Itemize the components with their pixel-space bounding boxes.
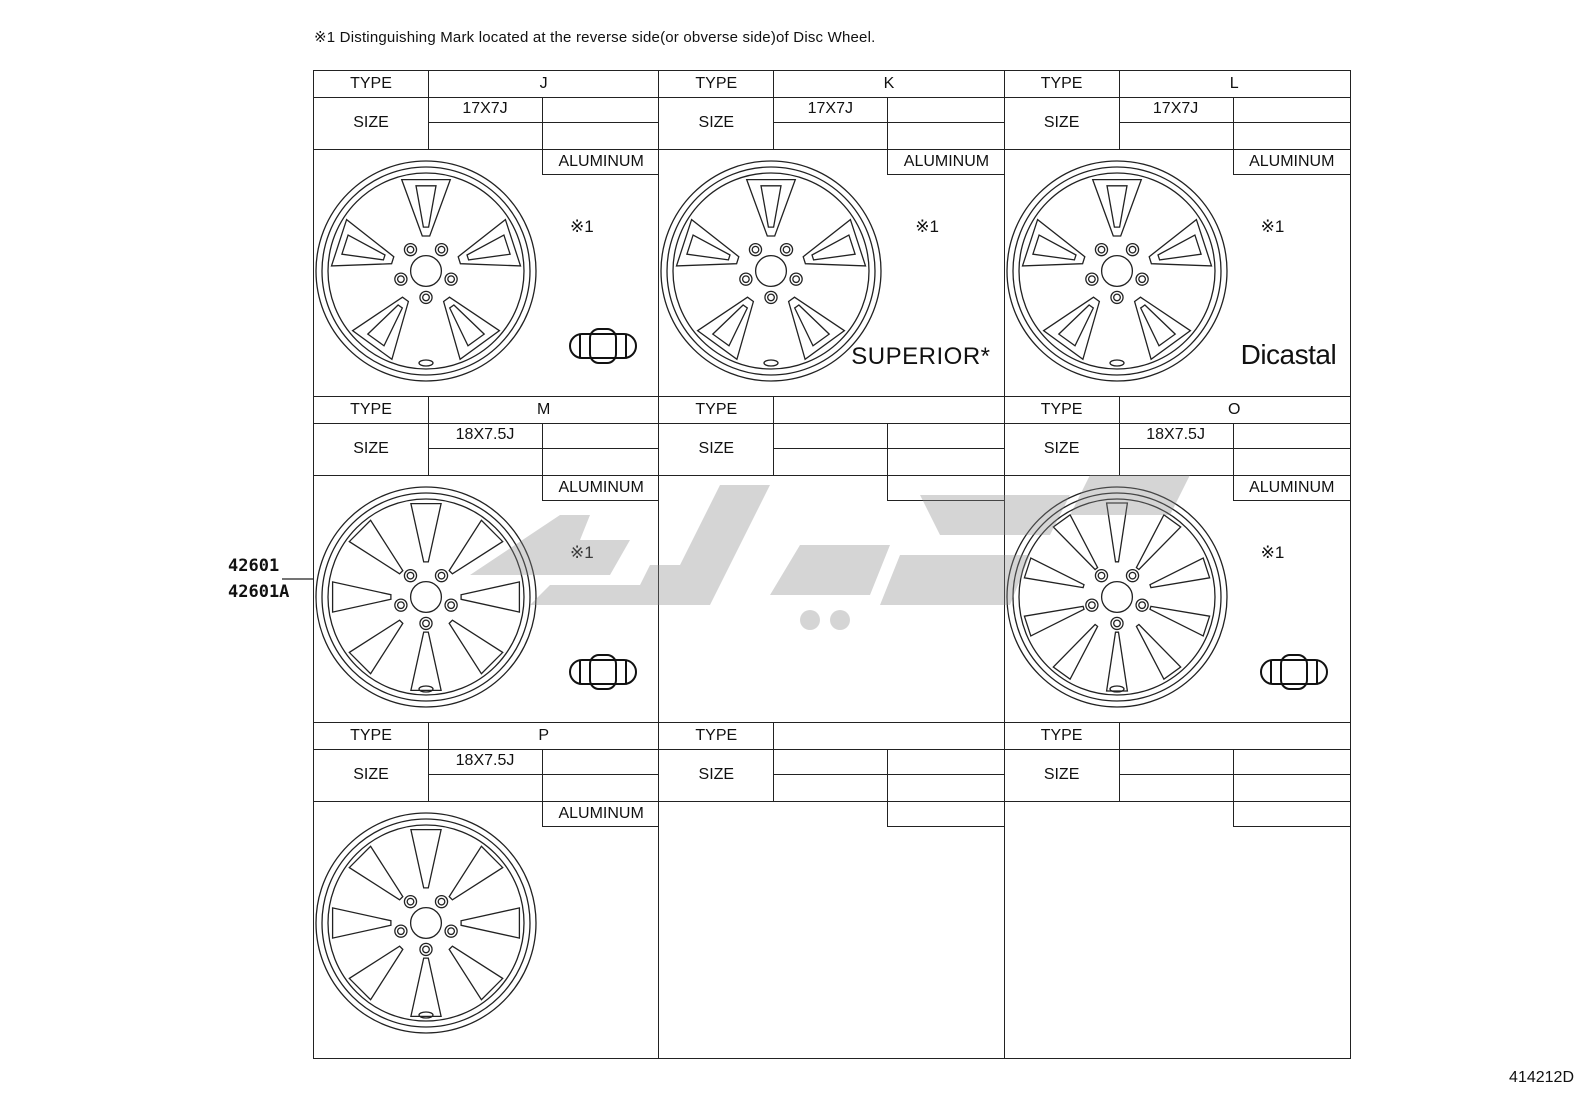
material-label: ALUMINUM — [887, 149, 1004, 175]
size-label: SIZE — [698, 766, 735, 783]
type-value: K — [883, 75, 895, 92]
disc-wheel-drawing[interactable] — [1005, 477, 1346, 719]
type-label: TYPE — [350, 75, 392, 92]
wheel-cell-blank-4 — [659, 397, 1004, 723]
wheel-cell-blank-7 — [659, 723, 1004, 1058]
material-label: ALUMINUM — [1233, 149, 1350, 175]
type-label: TYPE — [695, 727, 738, 744]
material-label: ALUMINUM — [542, 475, 659, 501]
distinguishing-mark-ref: ※1 — [915, 217, 939, 236]
size-label: SIZE — [698, 114, 735, 131]
type-value: L — [1229, 75, 1239, 92]
part-leader-line — [282, 578, 314, 582]
size-value: 17X7J — [807, 100, 853, 117]
part-number-42601a[interactable]: 42601A — [228, 582, 290, 602]
type-label: TYPE — [350, 727, 392, 744]
disc-wheel-drawing[interactable] — [314, 151, 655, 393]
size-label: SIZE — [353, 440, 389, 457]
wheel-cell-k — [659, 71, 1004, 397]
size-value: 18X7.5J — [1146, 426, 1205, 443]
disc-wheel-drawing[interactable] — [314, 477, 655, 719]
material-label — [887, 475, 1004, 501]
superior-brand-mark: SUPERIOR* — [851, 343, 991, 370]
size-label: SIZE — [698, 440, 735, 457]
distinguishing-mark-ref: ※1 — [1260, 217, 1285, 236]
wheel-cell-j — [314, 71, 659, 397]
part-number-42601[interactable]: 42601 — [228, 556, 280, 576]
wheel-cell-o — [1005, 397, 1350, 723]
wheel-type-grid — [313, 70, 1351, 1059]
size-value: 18X7.5J — [455, 752, 515, 769]
dicastal-brand-mark: Dicastal — [1240, 339, 1337, 370]
material-label: ALUMINUM — [1233, 475, 1350, 501]
size-label: SIZE — [353, 766, 389, 783]
material-label — [1233, 801, 1350, 827]
type-value: O — [1228, 401, 1241, 418]
disc-wheel-drawing[interactable] — [314, 803, 655, 1054]
type-label: TYPE — [695, 401, 738, 418]
wheel-cell-blank-8 — [1005, 723, 1350, 1058]
material-label: ALUMINUM — [542, 149, 659, 175]
size-value: 17X7J — [462, 100, 508, 117]
type-label: TYPE — [350, 401, 392, 418]
type-label: TYPE — [695, 75, 738, 92]
size-value: 18X7.5J — [455, 426, 515, 443]
material-label — [887, 801, 1004, 827]
wheel-cell-l — [1005, 71, 1350, 397]
diagram-code: 414212D — [1509, 1069, 1574, 1086]
wheel-cell-m — [314, 397, 659, 723]
type-label: TYPE — [1040, 401, 1083, 418]
distinguishing-mark-ref: ※1 — [570, 217, 594, 236]
type-value: J — [539, 75, 548, 92]
size-label: SIZE — [1043, 440, 1080, 457]
distinguishing-mark-ref: ※1 — [570, 543, 594, 562]
type-value: P — [538, 727, 549, 744]
wheel-cell-p — [314, 723, 659, 1058]
type-label: TYPE — [1040, 727, 1083, 744]
material-label: ALUMINUM — [542, 801, 659, 827]
size-label: SIZE — [1043, 114, 1080, 131]
size-label: SIZE — [353, 114, 389, 131]
size-label: SIZE — [1043, 766, 1080, 783]
distinguishing-mark-note: ※1 Distinguishing Mark located at the reverse side(or obverse side)of Disc Wheel. — [314, 29, 876, 46]
distinguishing-mark-ref: ※1 — [1260, 543, 1285, 562]
type-label: TYPE — [1040, 75, 1083, 92]
size-value: 17X7J — [1152, 100, 1199, 117]
type-value: M — [536, 401, 551, 418]
